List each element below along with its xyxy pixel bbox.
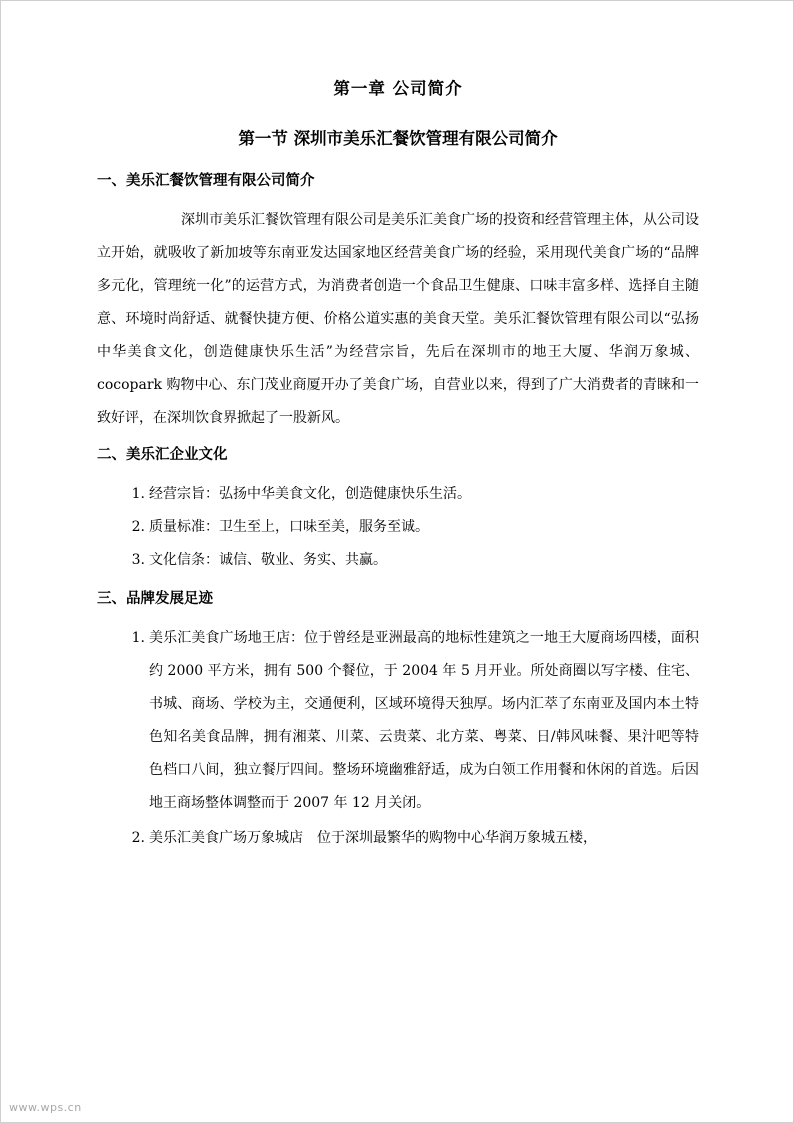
intro-paragraph: 深圳市美乐汇餐饮管理有限公司是美乐汇美食广场的投资和经营管理主体，从公司设立开始，就吸收了新加坡等东南亚发达国家地区经营美食广场的经验，采用现代美食广场的“品牌多元化，管理统一化”的运营方式，为消费者创造一个食品卫生健康、口味丰富多样、选择自主随意、环境时尚舒适、就餐快捷方便、价格公道实惠的美食天堂。美乐汇餐饮管理有限公司以“弘扬中华美食文化，创造健康快乐生活”为经营宗旨，先后在深圳市的地王大厦、华润万象城、cocopark 购物中心、东门茂业商厦开办了美食广场，自营业以来，得到了广大消费者的青睐和一致好评，在深圳饮食界掀起了一股新风。 [97, 212, 699, 426]
chapter-title: 第一章 公司简介 [333, 79, 463, 98]
culture-list [97, 478, 699, 577]
list-item: 质量标准：卫生至上，口味至美，服务至诚。 [149, 519, 429, 535]
list-item: 美乐汇美食广场地王店：位于曾经是亚洲最高的地标性建筑之一地王大厦商场四楼，面积约 2000 平方米，拥有 500 个餐位，于 2004 年 5 月开业。所处商圈以写字楼、住宅、书城、商场、学校为主，交通便利，区域环境得天独厚。场内汇萃了东南亚及国内本土特色知名美食品牌，拥有湘菜、川菜、云贵菜、北方菜、粤菜、日/韩风味餐、果汁吧等特色档口八间，独立餐厅四间。整场环境幽雅舒适，成为白领工作用餐和休闲的首选。后因地王商场整体调整而于 2007 年 12 月关闭。 [149, 630, 699, 811]
heading-brand-development: 三、品牌发展足迹 [97, 590, 213, 607]
brand-list [97, 622, 699, 855]
heading-company-intro: 一、美乐汇餐饮管理有限公司简介 [97, 172, 315, 189]
document-content [97, 75, 699, 865]
watermark: www.wps.cn [9, 1101, 82, 1114]
section-title: 第一节 深圳市美乐汇餐饮管理有限公司简介 [238, 129, 558, 148]
list-item: 经营宗旨：弘扬中华美食文化，创造健康快乐生活。 [149, 486, 471, 502]
list-item: 文化信条：诚信、敬业、务实、共赢。 [149, 552, 387, 568]
heading-corporate-culture: 二、美乐汇企业文化 [97, 446, 228, 463]
list-item: 美乐汇美食广场万象城店 位于深圳最繁华的购物中心华润万象城五楼， [149, 830, 597, 846]
